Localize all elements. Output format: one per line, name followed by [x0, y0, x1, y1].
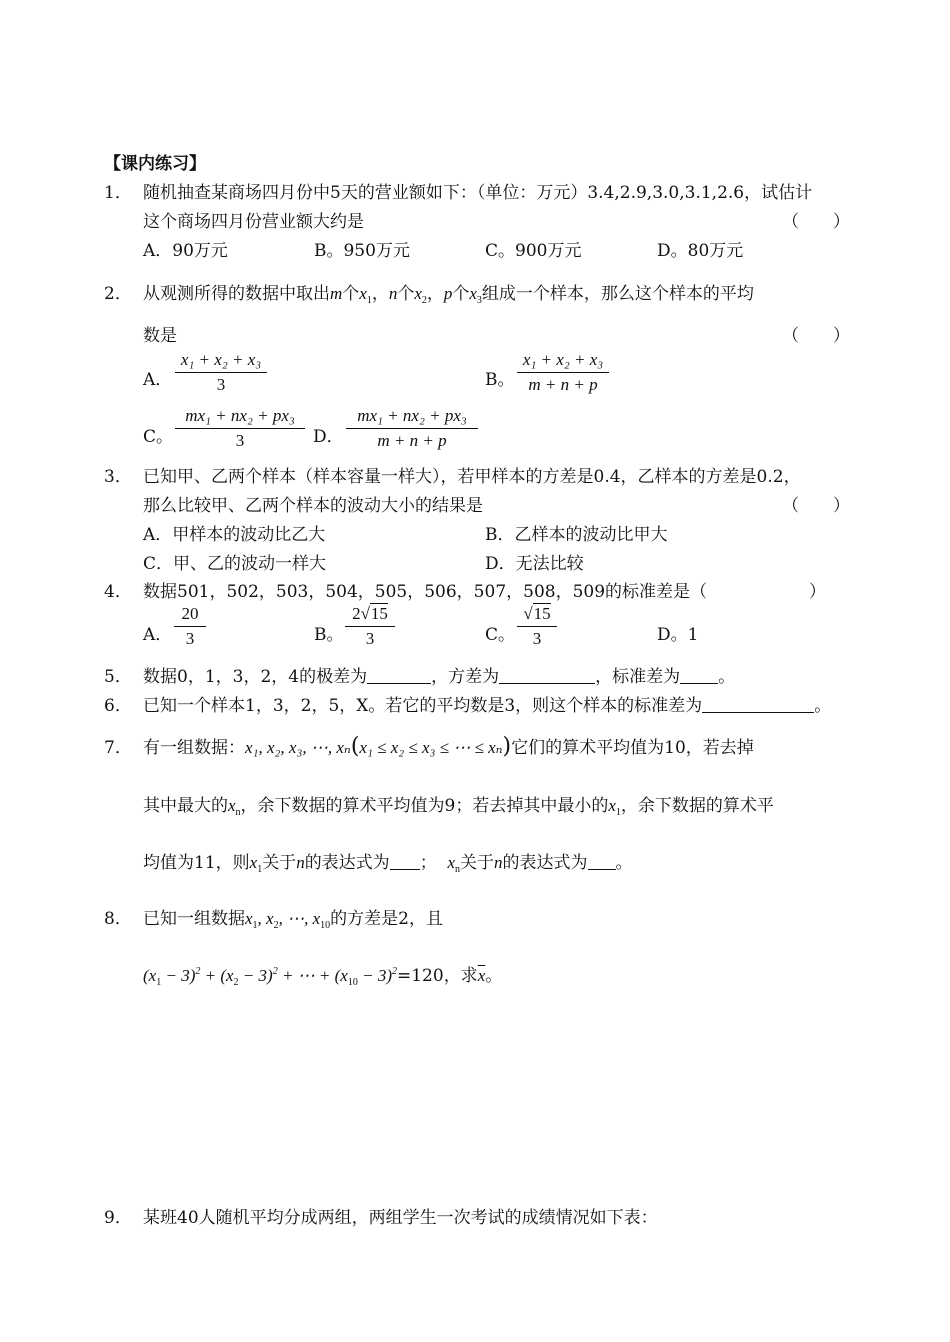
fraction-numerator: mx₁ + nx₂ + px₃	[175, 406, 305, 429]
question-4-line-1: 数据501，502，503，504，505，506，507，508，509的标准差是（ ）	[143, 582, 827, 602]
x1-expression-blank[interactable]	[390, 853, 420, 870]
question-3-answer-paren: （ ）	[782, 496, 850, 516]
question-2-option-a-fraction	[175, 350, 267, 395]
question-8-number: 8．	[104, 909, 132, 929]
fraction-denominator: 3	[532, 629, 542, 648]
fraction-numerator: √15	[517, 604, 557, 627]
question-6-line: 已知一个样本1，3，2，5，X。若它的平均数是3，则这个样本的标准差为 。	[143, 696, 832, 716]
fraction-denominator: 3	[185, 629, 195, 648]
question-8-line-1: 已知一组数据$x_1$, $x_2$, ⋯, $x_{10}$的方差是2，且	[143, 909, 443, 931]
question-3-option-a: A．甲样本的波动比乙大	[143, 525, 326, 545]
sample-std-blank[interactable]	[702, 696, 814, 713]
question-1-number: 1．	[104, 183, 132, 203]
fraction-numerator: x₁ + x₂ + x₃	[175, 350, 267, 373]
question-8-equation: $(x_1 - 3)^2 + (x_2 - 3)^2$ + ⋯ + $(x_{10} - 3)^2=120$，求$\overline{x}$。	[143, 966, 503, 988]
fraction-denominator: 3	[216, 375, 226, 394]
question-2-option-d-label: D．	[313, 427, 344, 447]
fraction-denominator: m + n + p	[377, 431, 447, 450]
question-7-number: 7．	[104, 738, 132, 758]
question-7-line-3: 均值为11，则$x_1$关于n的表达式为 ； $x_n$关于n的表达式为 。	[143, 853, 633, 875]
data-sequence: x₁, x₂, x₃, ⋯, xₙ	[245, 738, 351, 757]
question-4-option-d: D。1	[657, 625, 699, 645]
question-3-option-d: D．无法比较	[485, 554, 584, 574]
question-4-option-b-label: B。	[314, 625, 344, 645]
question-3-line-2: 那么比较甲、乙两个样本的波动大小的结果是	[143, 496, 483, 516]
xn-expression-blank[interactable]	[588, 853, 616, 870]
question-2-option-d-fraction	[346, 406, 478, 451]
question-3-option-b: B．乙样本的波动比甲大	[485, 525, 668, 545]
question-4-number: 4．	[104, 582, 132, 602]
question-2-option-b-fraction	[517, 350, 609, 395]
question-4-option-a-fraction	[174, 604, 206, 649]
question-1-line-1: 随机抽查某商场四月份中5天的营业额如下：（单位：万元）3.4,2.9,3.0,3.1,2.6，试估计	[143, 183, 813, 203]
fraction-denominator: m + n + p	[528, 375, 598, 394]
question-2-option-c-label: C。	[143, 427, 174, 447]
question-9-number: 9．	[104, 1208, 132, 1228]
fraction-numerator: 20	[174, 604, 206, 627]
question-3-line-1: 已知甲、乙两个样本（样本容量一样大），若甲样本的方差是0.4，乙样本的方差是0.2，	[143, 467, 801, 487]
range-blank[interactable]	[367, 667, 431, 684]
question-1-option-c: C。900万元	[485, 241, 582, 261]
question-7-line-2: 其中最大的$x_n$，余下数据的算术平均值为9；若去掉其中最小的$x_1$，余下数据的算术平	[143, 796, 774, 818]
variance-blank[interactable]	[499, 667, 595, 684]
ordering-condition: x₁ ≤ x₂ ≤ x₃ ≤ ⋯ ≤ xₙ	[359, 738, 503, 757]
question-1-line-2: 这个商场四月份营业额大约是	[143, 212, 364, 232]
question-2-option-b-label: B。	[485, 370, 515, 390]
fraction-numerator: 2√15	[345, 604, 395, 627]
question-4-option-b-fraction	[345, 604, 395, 649]
question-1-option-a: A．90万元	[143, 241, 228, 261]
question-1-answer-paren: （ ）	[782, 212, 850, 232]
question-2-number: 2．	[104, 284, 132, 304]
fraction-denominator: 3	[365, 629, 375, 648]
question-2-line-2: 数是	[143, 326, 177, 346]
question-5-number: 5．	[104, 667, 132, 687]
question-4-option-c-fraction	[517, 604, 557, 649]
std-deviation-blank[interactable]	[680, 667, 718, 684]
question-3-number: 3．	[104, 467, 132, 487]
question-6-number: 6．	[104, 696, 132, 716]
question-1-option-d: D。80万元	[657, 241, 744, 261]
question-2-answer-paren: （ ）	[782, 326, 850, 346]
question-5-line: 数据0，1，3，2，4的极差为 ，方差为 ，标准差为 。	[143, 667, 736, 687]
fraction-numerator: x₁ + x₂ + x₃	[517, 350, 609, 373]
question-4-option-c-label: C。	[485, 625, 516, 645]
section-heading: 【课内练习】	[104, 154, 206, 174]
question-9-line: 某班40人随机平均分成两组，两组学生一次考试的成绩情况如下表：	[143, 1208, 658, 1228]
question-1-option-b: B。950万元	[314, 241, 410, 261]
question-2-line-1: 从观测所得的数据中取出m个$x_1$，n个$x_2$，p个$x_3$组成一个样本，那么这个样本的平均	[143, 284, 754, 306]
fraction-denominator: 3	[235, 431, 245, 450]
question-2-option-c-fraction	[175, 406, 305, 451]
question-3-option-c: C．甲、乙的波动一样大	[143, 554, 327, 574]
question-7-line-1: 有一组数据：x₁, x₂, x₃, ⋯, xₙ(x₁ ≤ x₂ ≤ x₃ ≤ ⋯ ≤ xₙ)它们的算术平均值为10，若去掉	[143, 734, 754, 759]
question-4-option-a-label: A．	[143, 625, 173, 645]
fraction-numerator: mx₁ + nx₂ + px₃	[346, 406, 478, 429]
question-2-option-a-label: A．	[143, 370, 173, 390]
